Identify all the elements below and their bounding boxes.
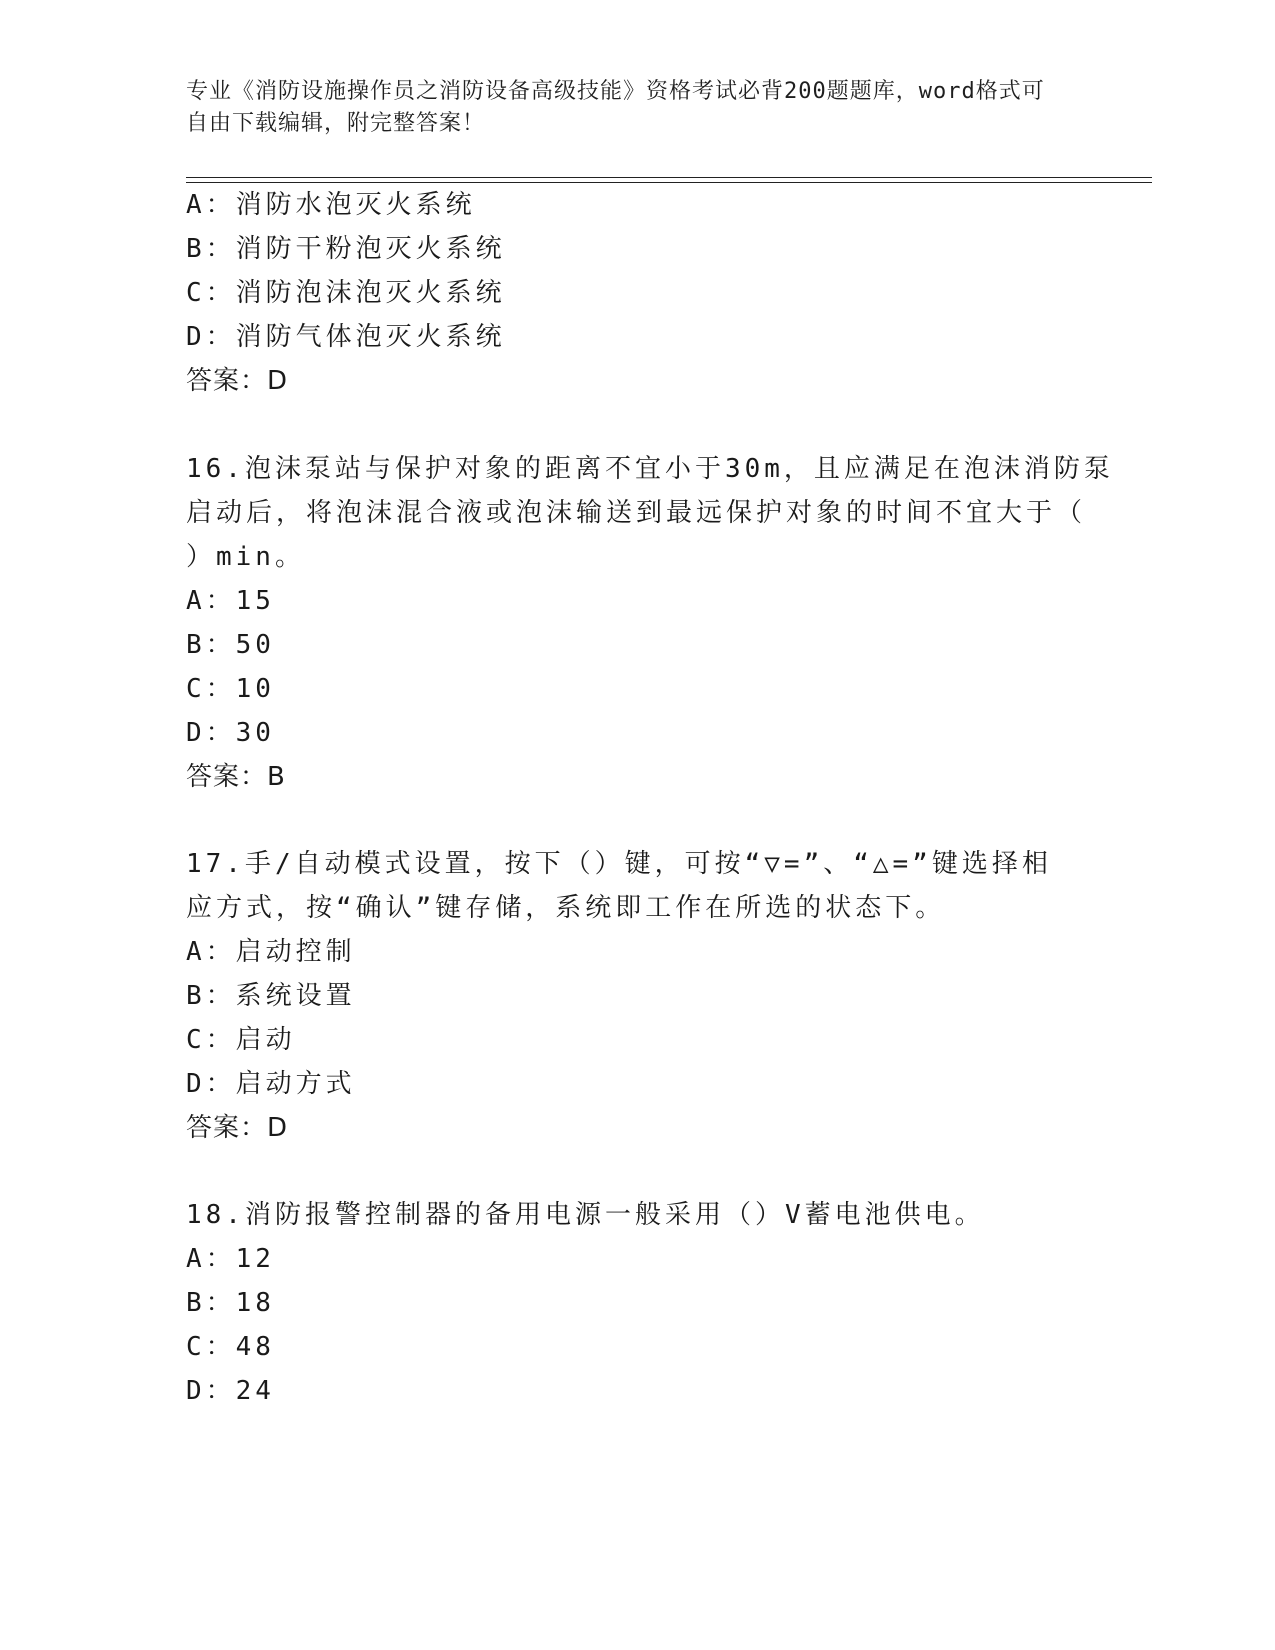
q16-option-d: D：30	[186, 718, 275, 748]
q17-question-line-1: 17.手/自动模式设置，按下（）键，可按“▽=”、“△=”键选择相	[186, 849, 1052, 879]
q17-option-b: B：系统设置	[186, 981, 356, 1011]
q17-option-a: A：启动控制	[186, 937, 356, 967]
q16-question-line-3: ）min。	[186, 542, 305, 572]
q16-answer: 答案：B	[186, 762, 286, 792]
q18-option-b: B：18	[186, 1288, 275, 1318]
q16-question-line-1: 16.泡沫泵站与保护对象的距离不宜小于30m，且应满足在泡沫消防泵	[186, 454, 1114, 484]
q15-option-c: C：消防泡沫泡灭火系统	[186, 278, 506, 308]
q17-question-line-2: 应方式，按“确认”键存储，系统即工作在所选的状态下。	[186, 893, 946, 923]
header-divider-bottom	[186, 182, 1152, 183]
q15-option-a: A：消防水泡灭火系统	[186, 190, 476, 220]
q18-question-line-1: 18.消防报警控制器的备用电源一般采用（）V蓄电池供电。	[186, 1200, 985, 1230]
q18-option-a: A：12	[186, 1244, 275, 1274]
q16-option-a: A：15	[186, 586, 275, 616]
q18-option-c: C：48	[186, 1332, 275, 1362]
header-divider-top	[186, 177, 1152, 178]
q17-option-d: D：启动方式	[186, 1069, 356, 1099]
q15-option-b: B：消防干粉泡灭火系统	[186, 234, 506, 264]
q15-answer: 答案：D	[186, 366, 289, 396]
q17-option-c: C：启动	[186, 1025, 296, 1055]
q15-option-d: D：消防气体泡灭火系统	[186, 322, 506, 352]
q18-option-d: D：24	[186, 1376, 275, 1406]
q16-option-c: C：10	[186, 674, 275, 704]
document-header: 专业《消防设施操作员之消防设备高级技能》资格考试必背200题题库，word格式可自由下载编辑，附完整答案！	[186, 79, 1045, 136]
q17-answer: 答案：D	[186, 1113, 289, 1143]
q16-option-b: B：50	[186, 630, 275, 660]
q16-question-line-2: 启动后，将泡沫混合液或泡沫输送到最远保护对象的时间不宜大于（	[186, 498, 1087, 528]
